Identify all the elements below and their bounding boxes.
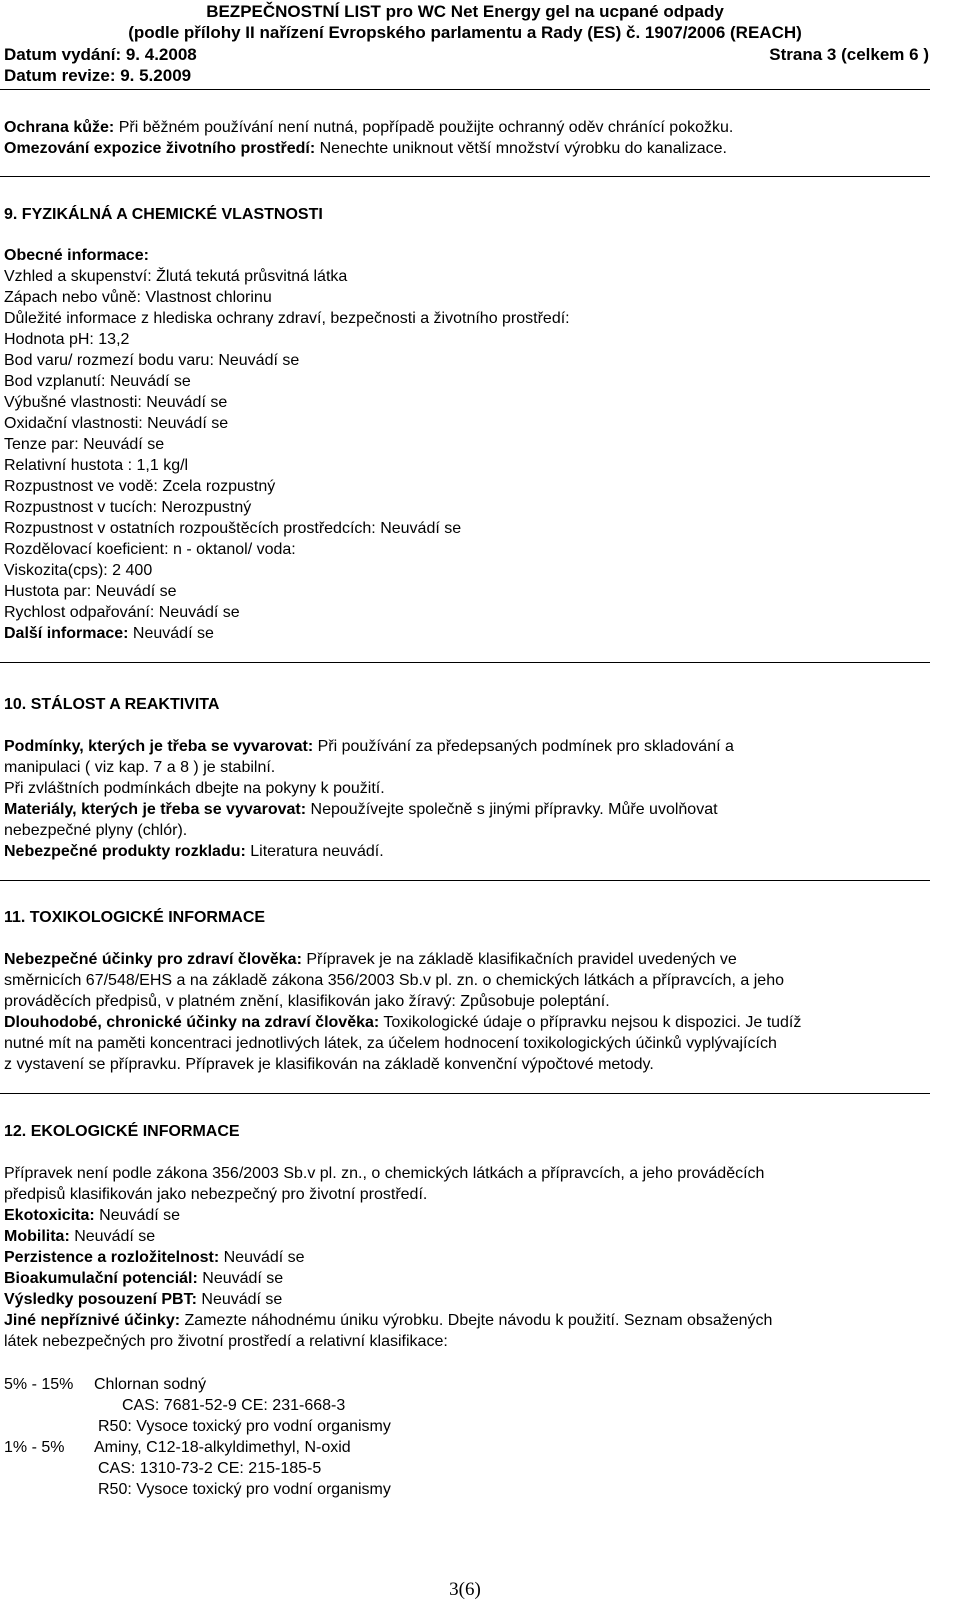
env-exposure: Omezování expozice životního prostředí: Nenechte uniknout větší množství výrobku do kanalizace.: [4, 140, 727, 157]
section-11-heading: 11. TOXIKOLOGICKÉ INFORMACE: [4, 909, 266, 926]
chronic-effects-cont: nutné mít na paměti koncentraci jednotlivých látek, za účelem hodnocení toxikologických účinků vyplývajících: [4, 1035, 777, 1052]
section-divider: [0, 662, 930, 663]
property-line: Bod varu/ rozmezí bodu varu: Neuvádí se: [4, 352, 300, 369]
component-1-ids: CAS: 7681-52-9 CE: 231-668-3: [122, 1397, 346, 1414]
property-line: Rozpustnost v tucích: Nerozpustný: [4, 499, 252, 516]
other-effects-cont: látek nebezpečných pro životní prostředí a relativní klasifikace:: [4, 1333, 448, 1350]
conditions-to-avoid-cont: manipulaci ( viz kap. 7 a 8 ) je stabilní.: [4, 759, 276, 776]
section-divider: [0, 1093, 930, 1094]
chronic-effects: Dlouhodobé, chronické účinky na zdraví člověka: Toxikologické údaje o přípravku nejsou k dispozici. Je tudíž: [4, 1014, 802, 1031]
materials-to-avoid-cont: nebezpečné plyny (chlór).: [4, 822, 188, 839]
health-effects-cont: směrnicích 67/548/EHS a na základě zákona 356/2003 Sb.v pl. zn. o chemických látkách a přípravcích, a jeho: [4, 972, 784, 989]
component-1-name: Chlornan sodný: [94, 1376, 207, 1393]
section-10-heading: 10. STÁLOST A REAKTIVITA: [4, 696, 220, 713]
skin-protection: Ochrana kůže: Při běžném používání není nutná, popřípadě použijte ochranný oděv chránící pokožku.: [4, 119, 734, 136]
health-effects: Nebezpečné účinky pro zdraví člověka: Přípravek je na základě klasifikačních pravidel uvedených ve: [4, 951, 737, 968]
property-line: Zápach nebo vůně: Vlastnost chlorinu: [4, 289, 272, 306]
conditions-to-avoid: Podmínky, kterých je třeba se vyvarovat: Při používání za předepsaných podmínek pro skladování a: [4, 738, 734, 755]
component-2-ids: CAS: 1310-73-2 CE: 215-185-5: [98, 1460, 322, 1477]
general-info-label: Obecné informace:: [4, 247, 149, 264]
property-line: Hodnota pH: 13,2: [4, 331, 130, 348]
property-line: Oxidační vlastnosti: Neuvádí se: [4, 415, 229, 432]
property-line: Viskozita(cps): 2 400: [4, 562, 153, 579]
ecotoxicity: Ekotoxicita: Neuvádí se: [4, 1207, 181, 1224]
section-divider: [0, 880, 930, 881]
eco-intro-cont: předpisů klasifikován jako nebezpečný pro životní prostředí.: [4, 1186, 428, 1203]
property-line: Rychlost odpařování: Neuvádí se: [4, 604, 240, 621]
pbt-results: Výsledky posouzení PBT: Neuvádí se: [4, 1291, 283, 1308]
persistence: Perzistence a rozložitelnost: Neuvádí se: [4, 1249, 305, 1266]
component-2-name: Aminy, C12-18-alkyldimethyl, N-oxid: [94, 1439, 351, 1456]
chronic-effects-cont2: z vystavení se přípravku. Přípravek je klasifikován na základě konvenční výpočtové metody.: [4, 1056, 654, 1073]
bioaccumulation: Bioakumulační potenciál: Neuvádí se: [4, 1270, 284, 1287]
component-2-risk: R50: Vysoce toxický pro vodní organismy: [98, 1481, 391, 1498]
health-effects-cont2: prováděcích předpisů, v platném znění, klasifikován jako žíravý: Způsobuje poleptání.: [4, 993, 610, 1010]
issue-date: Datum vydání: 9. 4.2008: [4, 45, 197, 64]
other-effects: Jiné nepříznivé účinky: Zamezte náhodnému úniku výrobku. Dbejte návodu k použití. Seznam obsažených: [4, 1312, 773, 1329]
property-line: Relativní hustota : 1,1 kg/l: [4, 457, 189, 474]
property-line: Rozdělovací koeficient: n - oktanol/ voda:: [4, 541, 296, 558]
component-1-range: 5% - 15%: [4, 1376, 74, 1393]
property-line: Tenze par: Neuvádí se: [4, 436, 165, 453]
property-line: Rozpustnost ve vodě: Zcela rozpustný: [4, 478, 276, 495]
section-12-heading: 12. EKOLOGICKÉ INFORMACE: [4, 1123, 240, 1140]
component-1-risk: R50: Vysoce toxický pro vodní organismy: [98, 1418, 391, 1435]
document-subtitle: (podle přílohy II nařízení Evropského parlamentu a Rady (ES) č. 1907/2006 (REACH): [128, 23, 802, 42]
revision-date: Datum revize: 9. 5.2009: [4, 66, 192, 85]
header-divider: [0, 89, 930, 90]
materials-to-avoid: Materiály, kterých je třeba se vyvarovat: Nepoužívejte společně s jinými přípravky. Můře uvolňovat: [4, 801, 718, 818]
property-line: Výbušné vlastnosti: Neuvádí se: [4, 394, 228, 411]
document-title: BEZPEČNOSTNÍ LIST pro WC Net Energy gel na ucpané odpady: [206, 2, 724, 21]
section-9-heading: 9. FYZIKÁLNÁ A CHEMICKÉ VLASTNOSTI: [4, 206, 323, 223]
component-2-range: 1% - 5%: [4, 1439, 65, 1456]
special-conditions: Při zvláštních podmínkách dbejte na pokyny k použití.: [4, 780, 385, 797]
page-number: 3(6): [449, 1579, 481, 1600]
property-line: Důležité informace z hlediska ochrany zdraví, bezpečnosti a životního prostředí:: [4, 310, 570, 327]
property-line: Vzhled a skupenství: Žlutá tekutá průsvitná látka: [4, 268, 348, 285]
eco-intro: Přípravek není podle zákona 356/2003 Sb.v pl. zn., o chemických látkách a přípravcích, a jeho prováděcích: [4, 1165, 765, 1182]
page-info: Strana 3 (celkem 6 ): [769, 45, 929, 64]
section-divider: [0, 176, 930, 177]
more-info: Další informace: Neuvádí se: [4, 625, 214, 642]
property-line: Bod vzplanutí: Neuvádí se: [4, 373, 191, 390]
property-line: Rozpustnost v ostatních rozpouštěcích prostředcích: Neuvádí se: [4, 520, 462, 537]
decomposition-products: Nebezpečné produkty rozkladu: Literatura neuvádí.: [4, 843, 384, 860]
mobility: Mobilita: Neuvádí se: [4, 1228, 156, 1245]
property-line: Hustota par: Neuvádí se: [4, 583, 177, 600]
